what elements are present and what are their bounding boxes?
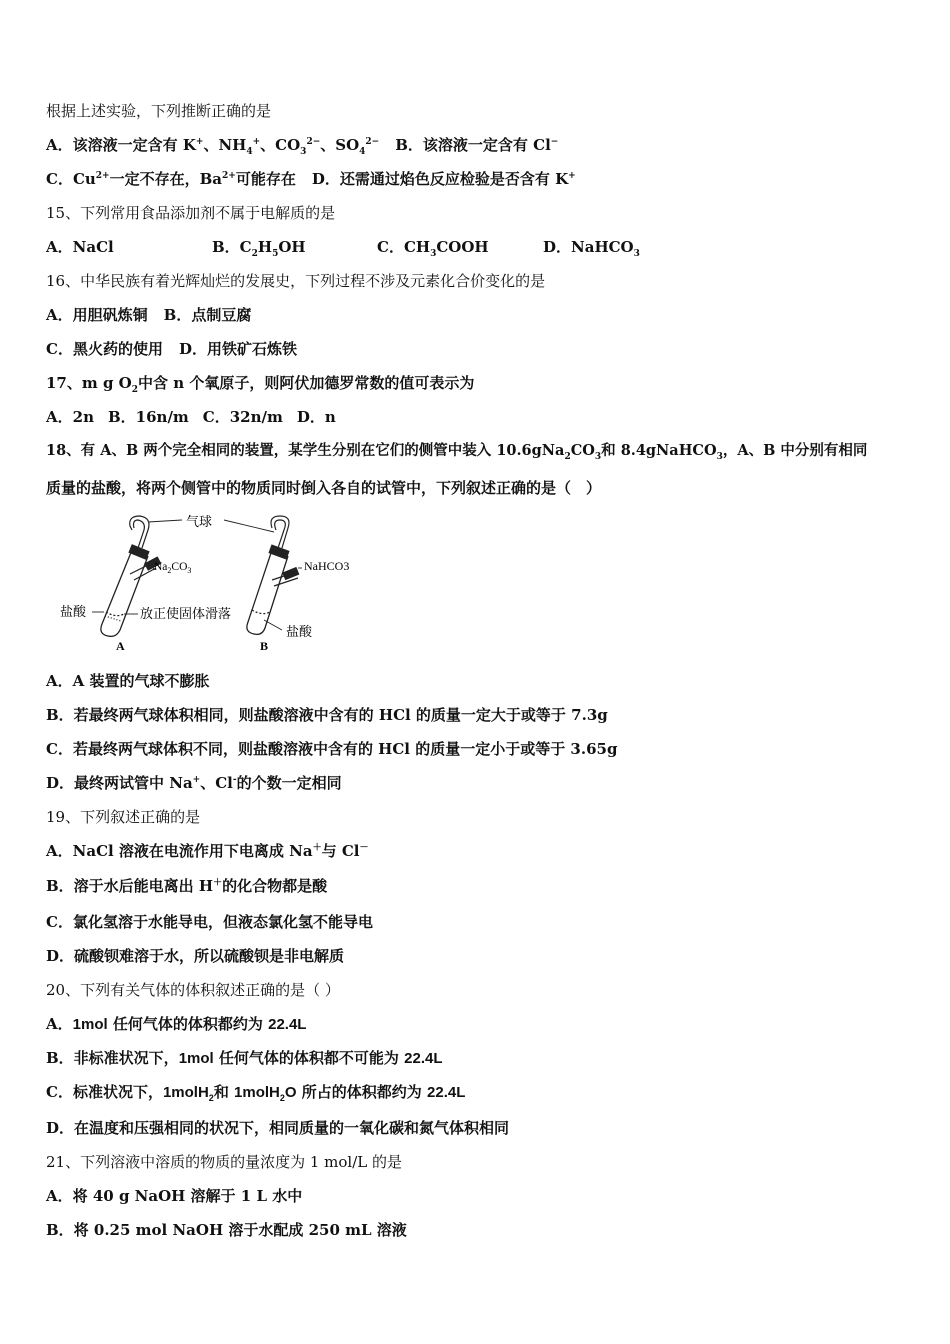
q20-stem: 20、下列有关气体的体积叙述正确的是（ ） — [46, 981, 340, 999]
q19-option-d: D．硫酸钡难溶于水，所以硫酸钡是非电解质 — [46, 947, 345, 965]
q18-option-d: D．最终两试管中 Na+、Cl-的个数一定相同 — [46, 774, 342, 792]
q19-option-c: C．氯化氢溶于水能导电，但液态氯化氢不能导电 — [46, 913, 373, 931]
q19-option-b: B．溶于水后能电离出 H＋的化合物都是酸 — [46, 877, 328, 895]
balloon-b — [269, 516, 289, 559]
q18-stem-line1: 18、有 A、B 两个完全相同的装置，某学生分别在它们的侧管中装入 $10.6gNa_2CO_3$和 8.4gNaHCO$_3$，A、B 中分别有相同 — [46, 442, 868, 462]
q21-stem: 21、下列溶液中溶质的物质的量浓度为 1 mol/L 的是 — [46, 1153, 403, 1171]
balloon-label: 气球 — [186, 514, 213, 529]
q18-option-a: A．A 装置的气球不膨胀 — [46, 672, 210, 690]
q15-stem: 15、下列常用食品添加剂不属于电解质的是 — [46, 204, 336, 222]
q14-options-ab: A．该溶液一定含有 K+、$NH_4^+$、$CO_3^{2-}$、$SO_4^{2-}$ B．该溶液一定含有 Cl− — [46, 136, 559, 157]
hcl-label-a: 盐酸 — [60, 604, 87, 619]
test-tube-a — [101, 550, 148, 636]
q14-options-cd: C．$Cu^{2+}$一定不存在，$Ba^{2+}$可能存在 D．还需通过焰色反应检验是否含有 K+ — [46, 170, 576, 188]
q15-option-d: D．NaHCO$_3$ — [543, 238, 640, 259]
q15-option-a: A．NaCl — [46, 238, 114, 256]
q20-option-a: A．1mol 任何气体的体积都约为 22.4L — [46, 1015, 307, 1033]
q18-stem-line2: 质量的盐酸，将两个侧管中的物质同时倒入各自的试管中，下列叙述正确的是（ ） — [46, 479, 602, 497]
q15-option-b: B．$C_2H_5OH$ — [212, 238, 306, 259]
intro-text: 根据上述实验，下列推断正确的是 — [46, 102, 272, 120]
label-b: B — [260, 639, 269, 653]
q20-option-d: D．在温度和压强相同的状况下，相同质量的一氧化碳和氮气体积相同 — [46, 1119, 510, 1137]
balloon-a — [129, 516, 149, 559]
q20-option-c: C．标准状况下，1molH$_2$和 1molH$_2$O 所占的体积都约为 22.4L — [46, 1083, 466, 1103]
side-tube-b — [272, 568, 299, 586]
nahco3-label: NaHCO3 — [304, 559, 350, 573]
q20-option-b: B．非标准状况下，1mol 任何气体的体积都不可能为 22.4L — [46, 1049, 443, 1067]
q16-options-cd: C．黑火药的使用 D．用铁矿石炼铁 — [46, 340, 297, 358]
na2co3-label: $Na_2CO_3$ — [154, 561, 192, 575]
q18-option-b: B．若最终两气球体积相同，则盐酸溶液中含有的 HCl 的质量一定大于或等于 7.3g — [46, 706, 608, 724]
q15-option-c: C．$CH_3COOH$ — [377, 238, 489, 259]
hcl-label-b: 盐酸 — [286, 624, 313, 639]
q19-stem: 19、下列叙述正确的是 — [46, 808, 201, 826]
q16-stem: 16、中华民族有着光辉灿烂的发展史，下列过程不涉及元素化合价变化的是 — [46, 272, 546, 290]
note-label: 放正使固体滑落 — [140, 606, 232, 621]
q17-options: A．2n B．16n/m C．32n/m D．n — [46, 408, 336, 426]
q17-stem: 17、m g $O_2$中含 n 个氧原子，则阿伏加德罗常数的值可表示为 — [46, 374, 475, 395]
q21-option-a: A．将 40 g NaOH 溶解于 1 L 水中 — [46, 1187, 303, 1205]
label-a: A — [116, 639, 125, 653]
q16-options-ab: A．用胆矾炼铜 B．点制豆腐 — [46, 306, 252, 324]
q21-option-b: B．将 0.25 mol NaOH 溶于水配成 250 mL 溶液 — [46, 1221, 407, 1239]
q18-option-c: C．若最终两气球体积不同，则盐酸溶液中含有的 HCl 的质量一定小于或等于 3.65g — [46, 740, 618, 758]
q19-option-a: A．NaCl 溶液在电流作用下电离成 Na＋与 Cl－ — [46, 842, 369, 860]
apparatus-figure — [58, 512, 368, 662]
